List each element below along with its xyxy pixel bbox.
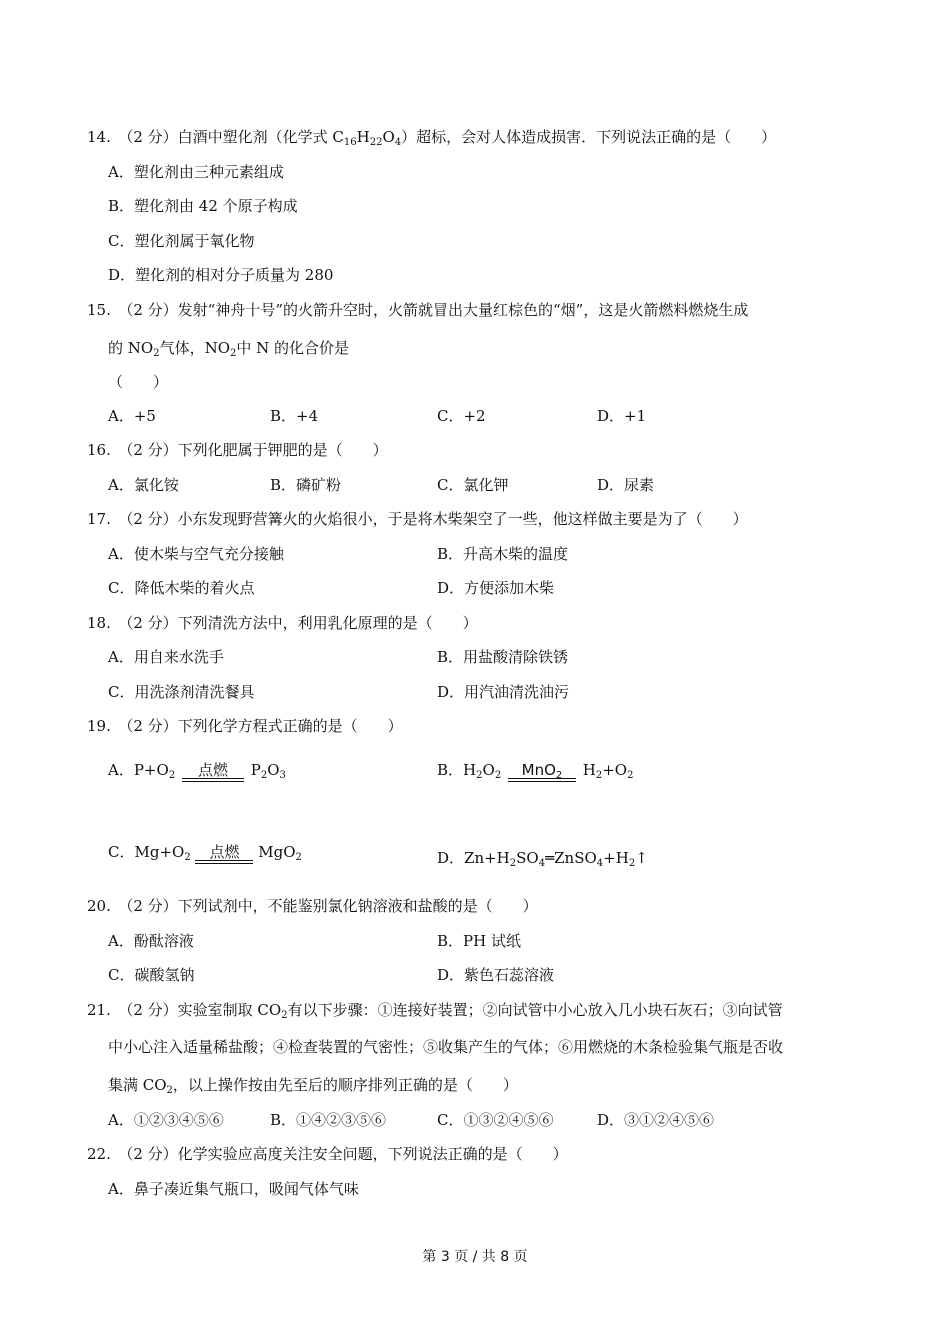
q15-stem-line1: 15. （2 分）发射“神舟十号”的火箭升空时，火箭就冒出大量红棕色的“烟”，这是火箭燃料燃烧生成: [87, 301, 749, 319]
q16-option-d: D．尿素: [597, 476, 655, 494]
q21-option-d: D．③①②④⑤⑥: [597, 1111, 715, 1129]
reaction-condition: 点燃: [195, 844, 253, 864]
q14-stem: 14. （2 分）白酒中塑化剂（化学式 $C_{16}H_{22}O_4$）超标，会对人体造成损害．下列说法正确的是（ ）: [87, 128, 777, 148]
q15-option-b: B．+4: [270, 407, 319, 425]
page-number-footer: 第 3 页 / 共 8 页: [422, 1249, 528, 1265]
q22-stem: 22. （2 分）化学实验应高度关注安全问题，下列说法正确的是（ ）: [87, 1145, 568, 1163]
q17-option-a: A．使木柴与空气充分接触: [108, 545, 284, 563]
q16-option-a: A．氯化铵: [108, 476, 179, 494]
q18-option-c: C．用洗涤剂清洗餐具: [108, 683, 255, 701]
q14-option-a: A．塑化剂由三种元素组成: [108, 163, 284, 181]
q20-option-d: D．紫色石蕊溶液: [437, 966, 555, 984]
q17-option-b: B．升高木柴的温度: [437, 545, 569, 563]
q15-option-d: D．+1: [597, 407, 647, 425]
q18-stem: 18. （2 分）下列清洗方法中，利用乳化原理的是（ ）: [87, 614, 478, 632]
q16-stem: 16. （2 分）下列化肥属于钾肥的是（ ）: [87, 441, 388, 459]
q21-option-a: A．①②③④⑤⑥: [108, 1111, 224, 1129]
q21-stem-line3: 集满 $CO_2$，以上操作按由先至后的顺序排列正确的是（ ）: [108, 1076, 518, 1096]
q16-option-b: B．磷矿粉: [270, 476, 342, 494]
q17-stem: 17. （2 分）小东发现野营篝火的火焰很小，于是将木柴架空了一些，他这样做主要是为了（ ）: [87, 510, 748, 528]
q14-option-b: B．塑化剂由 42 个原子构成: [108, 197, 298, 215]
q15-answer-paren: （ ）: [108, 373, 169, 391]
q20-option-a: A．酚酞溶液: [108, 932, 194, 950]
q18-option-a: A．用自来水洗手: [108, 648, 224, 666]
q15-option-a: A．+5: [108, 407, 156, 425]
q17-option-c: C．降低木柴的着火点: [108, 579, 255, 597]
q21-option-c: C．①③②④⑤⑥: [437, 1111, 554, 1129]
q18-option-d: D．用汽油清洗油污: [437, 683, 570, 701]
q19-option-d: D．$Zn+H_2SO_4═ZnSO_4+H_2↑$: [437, 849, 648, 869]
q17-option-d: D．方便添加木柴: [437, 579, 555, 597]
q19-stem: 19. （2 分）下列化学方程式正确的是（ ）: [87, 717, 403, 735]
q21-option-b: B．①④②③⑤⑥: [270, 1111, 387, 1129]
q21-stem-line1: 21. （2 分）实验室制取 $CO_2$有以下步骤：①连接好装置；②向试管中小心放入几小块石灰石；③向试管: [87, 1001, 783, 1021]
q16-option-c: C．氯化钾: [437, 476, 509, 494]
gas-arrow-icon: ↑: [635, 849, 648, 867]
catalyst-condition: MnO$_2$: [508, 762, 576, 782]
q15-option-c: C．+2: [437, 407, 486, 425]
q21-stem-line2: 中小心注入适量稀盐酸；④检查装置的气密性；⑤收集产生的气体；⑥用燃烧的木条检验集气瓶是否收: [108, 1038, 784, 1056]
q22-option-a: A．鼻子凑近集气瓶口，吸闻气体气味: [108, 1180, 359, 1198]
q19-option-c: C．$Mg+O_2$ 点燃 MgO$_2$: [108, 843, 302, 863]
q19-option-b: B．$H_2O_2$ MnO$_2$ $H_2+O_2$: [437, 761, 634, 781]
q19-option-a: A．$P+O_2$ 点燃 $P_2O_3$: [108, 761, 286, 781]
q14-option-c: C．塑化剂属于氧化物: [108, 232, 255, 250]
q18-option-b: B．用盐酸清除铁锈: [437, 648, 569, 666]
reaction-condition: 点燃: [182, 762, 244, 782]
q20-stem: 20. （2 分）下列试剂中，不能鉴别氯化钠溶液和盐酸的是（ ）: [87, 897, 538, 915]
q15-stem-line2: 的 $NO_2$气体，$NO_2$中 N 的化合价是: [108, 339, 350, 359]
q20-option-b: B．PH 试纸: [437, 932, 521, 950]
q14-option-d: D．塑化剂的相对分子质量为 280: [108, 266, 334, 284]
q20-option-c: C．碳酸氢钠: [108, 966, 195, 984]
